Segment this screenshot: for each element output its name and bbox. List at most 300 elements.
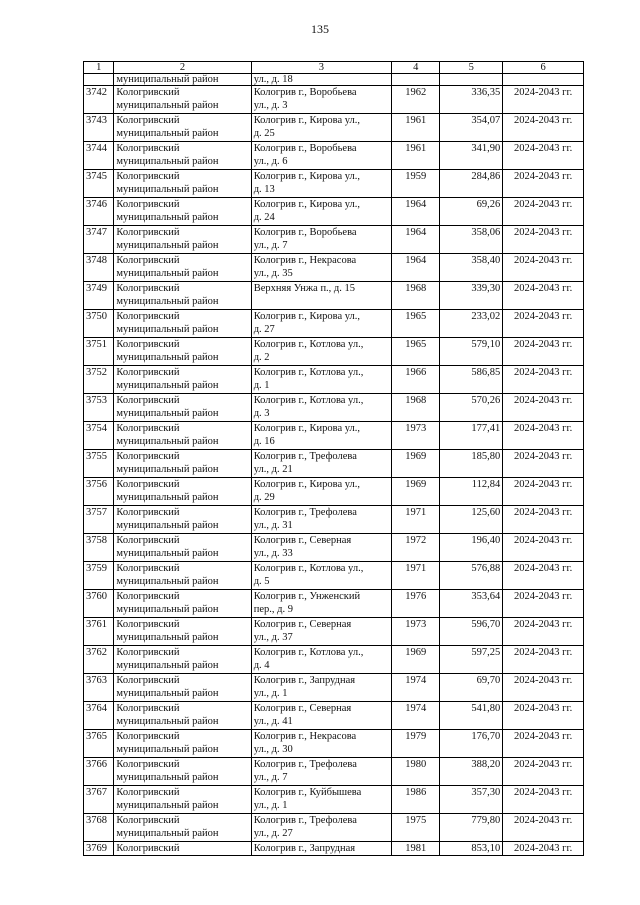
period-cell-text: 2024-2043 гг.: [514, 843, 573, 854]
row-number-cell: [84, 618, 114, 646]
district-cell-text: Кологривский муниципальный район: [116, 563, 219, 587]
area-cell: [440, 646, 503, 674]
year-cell-text: 1961: [405, 115, 427, 126]
row-number-cell-text: 3758: [86, 535, 107, 546]
row-number-cell: [84, 338, 114, 366]
row-number-cell: [84, 170, 114, 198]
address-cell: [251, 114, 391, 142]
district-cell: [114, 86, 251, 114]
period-cell: [503, 86, 584, 114]
year-cell-text: 1968: [405, 283, 427, 294]
district-cell-text: Кологривский муниципальный район: [116, 731, 219, 755]
year-cell: [392, 758, 440, 786]
table-row: [84, 618, 584, 646]
year-cell-text: 1979: [405, 731, 427, 742]
district-cell: [114, 394, 251, 422]
address-cell-text: Кологрив г., Кирова ул., д. 27: [253, 311, 361, 335]
district-cell: [114, 842, 251, 856]
district-cell-text: Кологривский муниципальный район: [116, 311, 219, 335]
district-cell: [114, 478, 251, 506]
address-cell-text: Кологрив г., Кирова ул., д. 29: [253, 479, 361, 503]
district-cell: [114, 254, 251, 282]
row-number-cell: [84, 646, 114, 674]
period-cell-text: 2024-2043 гг.: [514, 731, 573, 742]
period-cell: [503, 618, 584, 646]
row-number-cell-text: 3749: [86, 283, 107, 294]
address-cell: [251, 702, 391, 730]
period-cell-text: 2024-2043 гг.: [514, 227, 573, 238]
address-cell: [251, 226, 391, 254]
area-cell: [440, 618, 503, 646]
period-cell: [503, 562, 584, 590]
table-row: [84, 114, 584, 142]
table-row: [84, 86, 584, 114]
district-cell-text: Кологривский муниципальный район: [116, 675, 219, 699]
period-cell: [503, 814, 584, 842]
address-cell-text: Кологрив г., Кирова ул., д. 16: [253, 423, 361, 447]
column-header: 6: [503, 62, 584, 74]
row-number-cell: [84, 562, 114, 590]
year-cell-text: 1964: [405, 255, 427, 266]
period-cell: [503, 198, 584, 226]
district-cell-text: Кологривский муниципальный район: [116, 283, 219, 307]
district-cell: [114, 198, 251, 226]
year-cell-text: 1981: [405, 843, 427, 854]
address-cell: [251, 310, 391, 338]
table-row: [84, 226, 584, 254]
address-cell: [251, 478, 391, 506]
row-number-cell-text: 3768: [86, 815, 107, 826]
row-number-cell: [84, 394, 114, 422]
district-cell-text: Кологривский муниципальный район: [116, 143, 219, 167]
year-cell-text: 1965: [405, 311, 427, 322]
row-number-cell: [84, 814, 114, 842]
area-cell: [440, 142, 503, 170]
period-cell-text: 2024-2043 гг.: [514, 507, 573, 518]
area-cell: [440, 366, 503, 394]
address-cell: [251, 814, 391, 842]
area-cell-text: 185,80: [471, 451, 501, 462]
period-cell-text: 2024-2043 гг.: [514, 423, 573, 434]
period-cell-text: 2024-2043 гг.: [514, 199, 573, 210]
column-header: 3: [251, 62, 391, 74]
year-cell-text: 1965: [405, 339, 427, 350]
area-cell: [440, 310, 503, 338]
address-cell-text: Кологрив г., Унженский пер., д. 9: [253, 591, 361, 615]
district-cell-text: Кологривский муниципальный район: [116, 479, 219, 503]
address-cell-text: Кологрив г., Кирова ул., д. 13: [253, 171, 361, 195]
row-number-cell: [84, 142, 114, 170]
period-cell: [503, 254, 584, 282]
period-cell-text: 2024-2043 гг.: [514, 591, 573, 602]
district-cell-text: Кологривский муниципальный район: [116, 339, 219, 363]
area-cell-text: 388,20: [471, 759, 501, 770]
row-number-cell: [84, 506, 114, 534]
address-cell-text: Кологрив г., Некрасова ул., д. 30: [253, 731, 357, 755]
address-cell-text: Кологрив г., Воробьева ул., д. 6: [253, 143, 357, 167]
row-number-cell-text: 3743: [86, 115, 107, 126]
address-cell-text: Кологрив г., Трефолева ул., д. 21: [253, 451, 357, 475]
address-cell: [251, 86, 391, 114]
year-cell: [392, 842, 440, 856]
row-number-cell-text: 3755: [86, 451, 107, 462]
period-cell-text: 2024-2043 гг.: [514, 395, 573, 406]
address-cell-text: Верхняя Унжа п., д. 15: [253, 283, 356, 294]
area-cell: [440, 730, 503, 758]
address-cell: [251, 534, 391, 562]
row-number-cell-text: 3744: [86, 143, 107, 154]
row-number-cell-text: 3748: [86, 255, 107, 266]
period-cell-text: 2024-2043 гг.: [514, 255, 573, 266]
row-number-cell: [84, 254, 114, 282]
period-cell-text: 2024-2043 гг.: [514, 703, 573, 714]
district-cell: [114, 674, 251, 702]
row-number-cell: [84, 534, 114, 562]
row-number-cell: [84, 478, 114, 506]
address-cell-text: Кологрив г., Трефолева ул., д. 7: [253, 759, 357, 783]
area-cell: [440, 814, 503, 842]
district-cell: [114, 282, 251, 310]
row-number-cell-text: 3761: [86, 619, 107, 630]
row-number-cell-text: 3766: [86, 759, 107, 770]
district-cell-text: Кологривский муниципальный район: [116, 87, 219, 111]
district-cell-text: Кологривский муниципальный район: [116, 367, 219, 391]
row-number-cell: [84, 310, 114, 338]
year-cell: [392, 814, 440, 842]
area-cell-text: 353,64: [471, 591, 501, 602]
area-cell: [440, 170, 503, 198]
district-cell-text: Кологривский: [116, 843, 180, 854]
address-cell-text: Кологрив г., Трефолева ул., д. 31: [253, 507, 357, 531]
row-number-cell-text: 3762: [86, 647, 107, 658]
address-cell-text: Кологрив г., Котлова ул., д. 3: [253, 395, 364, 419]
row-number-cell: [84, 86, 114, 114]
district-cell: [114, 786, 251, 814]
year-cell-text: 1974: [405, 675, 427, 686]
row-number-cell-text: 3764: [86, 703, 107, 714]
district-cell: [114, 338, 251, 366]
district-cell: [114, 702, 251, 730]
address-cell-text: Кологрив г., Воробьева ул., д. 7: [253, 227, 357, 251]
year-cell: [392, 338, 440, 366]
district-cell: [114, 226, 251, 254]
district-cell: [114, 646, 251, 674]
year-cell: [392, 450, 440, 478]
table-row: [84, 562, 584, 590]
address-cell-text: Кологрив г., Трефолева ул., д. 27: [253, 815, 357, 839]
table-row: [84, 170, 584, 198]
area-cell-text: 284,86: [471, 171, 501, 182]
address-cell: [251, 590, 391, 618]
row-number-cell-text: 3765: [86, 731, 107, 742]
period-cell-text: 2024-2043 гг.: [514, 367, 573, 378]
row-number-cell-text: 3753: [86, 395, 107, 406]
address-cell-text: Кологрив г., Северная ул., д. 41: [253, 703, 352, 727]
period-cell: [503, 758, 584, 786]
row-number-cell-text: 3767: [86, 787, 107, 798]
district-cell-text: Кологривский муниципальный район: [116, 507, 219, 531]
address-cell: [251, 758, 391, 786]
district-cell-text: Кологривский муниципальный район: [116, 535, 219, 559]
period-cell: [503, 534, 584, 562]
area-cell-text: 112,84: [471, 479, 501, 490]
address-cell: [251, 646, 391, 674]
address-cell-text: Кологрив г., Котлова ул., д. 4: [253, 647, 364, 671]
address-cell-text: Кологрив г., Котлова ул., д. 1: [253, 367, 364, 391]
period-cell: [503, 478, 584, 506]
area-cell-text: 579,10: [471, 339, 501, 350]
district-cell: [114, 170, 251, 198]
area-cell-text: 69,70: [476, 675, 501, 686]
period-cell: [503, 282, 584, 310]
year-cell-text: 1972: [405, 535, 427, 546]
address-cell-text: Кологрив г., Кирова ул., д. 25: [253, 115, 361, 139]
area-cell-text: 354,07: [471, 115, 501, 126]
address-cell: [251, 394, 391, 422]
year-cell: [392, 506, 440, 534]
year-cell-text: 1975: [405, 815, 427, 826]
district-cell: [114, 450, 251, 478]
table-row: [84, 338, 584, 366]
year-cell: [392, 226, 440, 254]
address-cell: [251, 842, 391, 856]
area-cell-text: 125,60: [471, 507, 501, 518]
area-cell-text: 176,70: [471, 731, 501, 742]
period-cell-text: 2024-2043 гг.: [514, 563, 573, 574]
address-cell: [251, 786, 391, 814]
period-cell: [503, 170, 584, 198]
period-cell-text: 2024-2043 гг.: [514, 115, 573, 126]
area-cell: [440, 842, 503, 856]
row-number-cell: [84, 702, 114, 730]
period-cell: [503, 74, 584, 86]
year-cell: [392, 786, 440, 814]
area-cell-text: 597,25: [471, 647, 501, 658]
table-row: [84, 646, 584, 674]
address-cell: [251, 506, 391, 534]
table-row: [84, 142, 584, 170]
area-cell-text: 779,80: [471, 815, 501, 826]
area-cell: [440, 702, 503, 730]
address-cell-text: Кологрив г., Некрасова ул., д. 35: [253, 255, 357, 279]
table-row: [84, 394, 584, 422]
row-number-cell-text: 3750: [86, 311, 107, 322]
district-cell: [114, 562, 251, 590]
period-cell-text: 2024-2043 гг.: [514, 451, 573, 462]
period-cell: [503, 226, 584, 254]
address-cell: [251, 142, 391, 170]
row-number-cell-text: 3754: [86, 423, 107, 434]
address-cell-text: Кологрив г., Котлова ул., д. 5: [253, 563, 364, 587]
period-cell: [503, 842, 584, 856]
period-cell-text: 2024-2043 гг.: [514, 535, 573, 546]
row-number-cell-text: 3751: [86, 339, 107, 350]
table-row: [84, 254, 584, 282]
district-cell-text: Кологривский муниципальный район: [116, 255, 219, 279]
area-cell-text: 357,30: [471, 787, 501, 798]
district-cell-text: Кологривский муниципальный район: [116, 199, 219, 223]
column-header: 4: [392, 62, 440, 74]
district-cell: [114, 142, 251, 170]
column-header: 1: [84, 62, 114, 74]
area-cell-text: 586,85: [471, 367, 501, 378]
district-cell-text: Кологривский муниципальный район: [116, 115, 219, 139]
period-cell-text: 2024-2043 гг.: [514, 787, 573, 798]
year-cell-text: 1986: [405, 787, 427, 798]
year-cell-text: 1976: [405, 591, 427, 602]
period-cell: [503, 674, 584, 702]
district-cell: [114, 114, 251, 142]
year-cell: [392, 534, 440, 562]
address-cell-text: Кологрив г., Воробьева ул., д. 3: [253, 87, 357, 111]
row-number-cell: [84, 786, 114, 814]
year-cell-text: 1968: [405, 395, 427, 406]
table-row: [84, 422, 584, 450]
district-cell: [114, 618, 251, 646]
year-cell: [392, 702, 440, 730]
row-number-cell: [84, 590, 114, 618]
year-cell-text: 1969: [405, 451, 427, 462]
year-cell: [392, 422, 440, 450]
district-cell-text: Кологривский муниципальный район: [116, 647, 219, 671]
period-cell: [503, 450, 584, 478]
year-cell: [392, 674, 440, 702]
district-cell-text: Кологривский муниципальный район: [116, 451, 219, 475]
area-cell: [440, 282, 503, 310]
district-cell-text: Кологривский муниципальный район: [116, 703, 219, 727]
district-cell-text: Кологривский муниципальный район: [116, 591, 219, 615]
table-row: [84, 534, 584, 562]
address-cell: [251, 674, 391, 702]
row-number-cell-text: 3745: [86, 171, 107, 182]
area-cell-text: 853,10: [471, 843, 501, 854]
period-cell: [503, 786, 584, 814]
year-cell-text: 1973: [405, 423, 427, 434]
page-number: 135: [311, 22, 329, 36]
row-number-cell: [84, 74, 114, 86]
row-number-cell: [84, 674, 114, 702]
area-cell: [440, 254, 503, 282]
address-cell-text: Кологрив г., Куйбышева ул., д. 1: [253, 787, 362, 811]
period-cell-text: 2024-2043 гг.: [514, 171, 573, 182]
row-number-cell: [84, 422, 114, 450]
row-number-cell-text: 3769: [86, 843, 107, 854]
table-row: [84, 506, 584, 534]
district-cell: [114, 590, 251, 618]
year-cell: [392, 198, 440, 226]
period-cell-text: 2024-2043 гг.: [514, 759, 573, 770]
year-cell: [392, 394, 440, 422]
address-cell-text: Кологрив г., Котлова ул., д. 2: [253, 339, 364, 363]
area-cell-text: 177,41: [471, 423, 501, 434]
period-cell-text: 2024-2043 гг.: [514, 619, 573, 630]
year-cell: [392, 170, 440, 198]
address-cell: [251, 282, 391, 310]
area-cell: [440, 198, 503, 226]
row-number-cell-text: 3747: [86, 227, 107, 238]
area-cell: [440, 74, 503, 86]
row-number-cell: [84, 730, 114, 758]
district-cell: [114, 422, 251, 450]
period-cell: [503, 394, 584, 422]
district-cell-text: Кологривский муниципальный район: [116, 787, 219, 811]
period-cell: [503, 422, 584, 450]
address-cell: [251, 198, 391, 226]
address-cell: [251, 422, 391, 450]
district-cell-text: Кологривский муниципальный район: [116, 619, 219, 643]
address-cell-text: Кологрив г., Северная ул., д. 37: [253, 619, 352, 643]
address-cell-text: Кологрив г., Северная ул., д. 33: [253, 535, 352, 559]
area-cell-text: 570,26: [471, 395, 501, 406]
area-cell: [440, 534, 503, 562]
address-cell: [251, 730, 391, 758]
row-number-cell-text: 3759: [86, 563, 107, 574]
year-cell-text: 1974: [405, 703, 427, 714]
row-number-cell: [84, 450, 114, 478]
table-row: [84, 842, 584, 856]
area-cell: [440, 226, 503, 254]
table-row: [84, 282, 584, 310]
year-cell: [392, 618, 440, 646]
table-row: [84, 310, 584, 338]
period-cell-text: 2024-2043 гг.: [514, 675, 573, 686]
district-cell-text: Кологривский муниципальный район: [116, 423, 219, 447]
table-row: [84, 730, 584, 758]
period-cell-text: 2024-2043 гг.: [514, 283, 573, 294]
row-number-cell: [84, 114, 114, 142]
table-row: [84, 702, 584, 730]
table-row: [84, 814, 584, 842]
address-cell: ул., д. 18: [251, 74, 391, 86]
area-cell-text: 336,35: [471, 87, 501, 98]
district-cell-text: Кологривский муниципальный район: [116, 227, 219, 251]
area-cell-text: 358,40: [471, 255, 501, 266]
period-cell: [503, 310, 584, 338]
district-cell-text: Кологривский муниципальный район: [116, 171, 219, 195]
area-cell: [440, 394, 503, 422]
period-cell: [503, 590, 584, 618]
period-cell: [503, 506, 584, 534]
table-row: [84, 366, 584, 394]
year-cell: [392, 478, 440, 506]
year-cell: [392, 114, 440, 142]
district-cell-text: Кологривский муниципальный район: [116, 815, 219, 839]
row-number-cell: [84, 842, 114, 856]
district-cell: муниципальный район: [114, 74, 251, 86]
district-cell-text: Кологривский муниципальный район: [116, 759, 219, 783]
period-cell-text: 2024-2043 гг.: [514, 87, 573, 98]
year-cell-text: 1969: [405, 647, 427, 658]
district-cell: [114, 310, 251, 338]
year-cell-text: 1980: [405, 759, 427, 770]
row-number-cell-text: 3757: [86, 507, 107, 518]
area-cell: [440, 506, 503, 534]
area-cell: [440, 478, 503, 506]
area-cell: [440, 422, 503, 450]
area-cell-text: 541,80: [471, 703, 501, 714]
address-cell: [251, 170, 391, 198]
year-cell-text: 1966: [405, 367, 427, 378]
row-number-cell: [84, 282, 114, 310]
row-number-cell: [84, 198, 114, 226]
year-cell: [392, 142, 440, 170]
period-cell-text: 2024-2043 гг.: [514, 339, 573, 350]
area-cell: [440, 338, 503, 366]
address-cell: [251, 618, 391, 646]
period-cell: [503, 338, 584, 366]
period-cell: [503, 142, 584, 170]
district-cell: [114, 366, 251, 394]
